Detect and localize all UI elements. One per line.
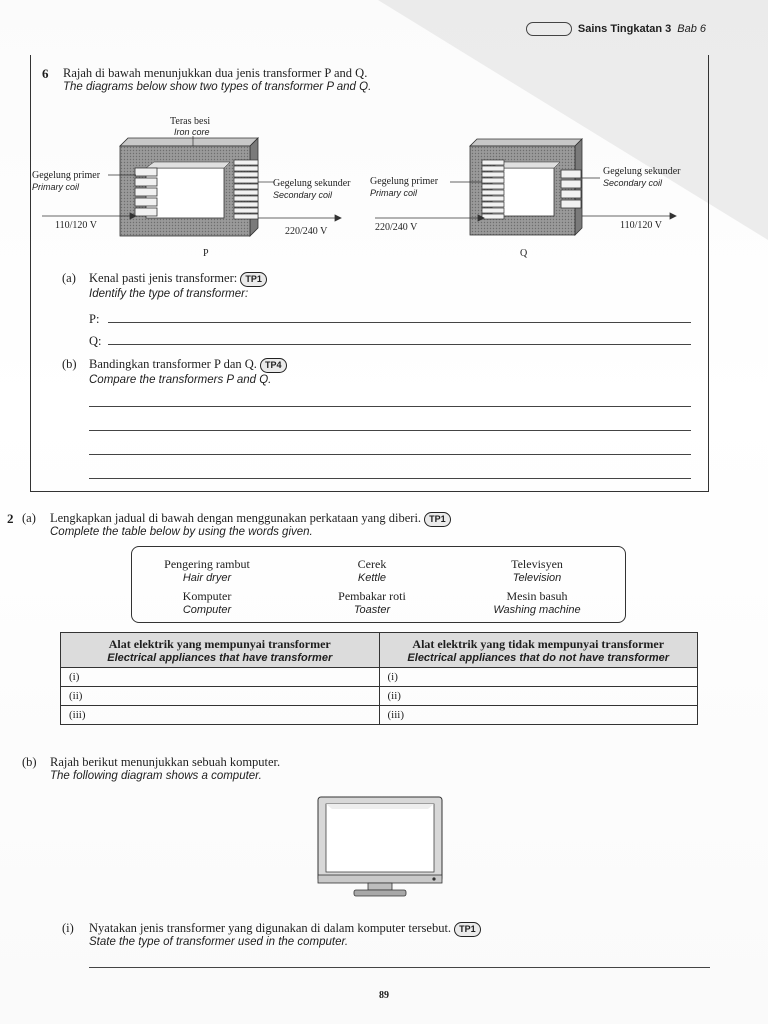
q6a-q-answer-line[interactable] bbox=[108, 344, 691, 345]
header-col1-ms: Alat elektrik yang mempunyai transformer bbox=[108, 636, 331, 651]
word-en: Kettle bbox=[357, 572, 387, 584]
p-secondary-coil-label-ms: Gegelung sekunder bbox=[273, 178, 351, 189]
table-cell-answer[interactable]: (ii) bbox=[379, 687, 698, 706]
computer-monitor-diagram bbox=[310, 795, 450, 903]
q6b-answer-line-3[interactable] bbox=[89, 454, 691, 455]
q-output-voltage: 110/120 V bbox=[620, 220, 662, 231]
q6a-q-label: Q: bbox=[89, 334, 102, 348]
word-bank bbox=[131, 546, 626, 623]
page-number: 89 bbox=[379, 990, 389, 1001]
question-2-number: 2 bbox=[7, 511, 14, 526]
q6b-text-en: Compare the transformers P and Q. bbox=[89, 374, 272, 386]
q6a-text-en: Identify the type of transformer: bbox=[89, 288, 249, 300]
table-cell-answer[interactable]: (iii) bbox=[61, 706, 380, 725]
q6a-letter: (a) bbox=[62, 271, 76, 285]
publisher-logo-icon bbox=[526, 22, 572, 36]
q-secondary-coil-label-ms: Gegelung sekunder bbox=[603, 166, 681, 177]
q6a-p-answer-line[interactable] bbox=[108, 322, 691, 323]
q6a-p-label: P: bbox=[89, 312, 100, 326]
tp1-badge-q2bi: TP1 bbox=[454, 922, 481, 937]
word-ms: Komputer bbox=[182, 589, 232, 603]
q6a-text-ms bbox=[89, 271, 267, 287]
q2bi-text-ms-content: Nyatakan jenis transformer yang digunakan di dalam komputer tersebut. bbox=[89, 921, 452, 935]
q2a-text-ms-content: Lengkapkan jadual di bawah dengan menggunakan perkataan yang diberi. bbox=[50, 511, 422, 525]
word-ms: Mesin basuh bbox=[506, 589, 568, 603]
p-primary-coil-label-en: Primary coil bbox=[32, 182, 80, 192]
table-cell-answer[interactable]: (i) bbox=[61, 668, 380, 687]
appliances-table bbox=[60, 632, 698, 725]
q6b-answer-line-4[interactable] bbox=[89, 478, 691, 479]
q2b-text-ms: Rajah berikut menunjukkan sebuah komputer. bbox=[50, 755, 281, 769]
q2b-letter: (b) bbox=[22, 755, 37, 769]
p-input-voltage: 110/120 V bbox=[55, 220, 97, 231]
tp1-badge: TP1 bbox=[240, 272, 267, 287]
header-col2-ms: Alat elektrik yang tidak mempunyai transformer bbox=[412, 636, 665, 651]
word-item bbox=[132, 589, 282, 616]
q-secondary-coil-label-en: Secondary coil bbox=[603, 178, 663, 188]
q2bi-text-ms bbox=[89, 921, 481, 937]
q2bi-roman: (i) bbox=[62, 921, 74, 935]
word-en: Television bbox=[512, 572, 562, 584]
header-chapter: Bab 6 bbox=[677, 23, 706, 35]
word-ms: Cerek bbox=[357, 557, 387, 571]
word-ms: Pembakar roti bbox=[338, 589, 406, 603]
question-6-stem-en: The diagrams below show two types of transformer P and Q. bbox=[63, 81, 372, 93]
q2bi-text-en: State the type of transformer used in the computer. bbox=[89, 936, 349, 948]
table-row bbox=[61, 668, 698, 687]
word-ms: Pengering rambut bbox=[164, 557, 250, 571]
q2a-letter: (a) bbox=[22, 511, 36, 525]
q6b-text-ms-content: Bandingkan transformer P dan Q. bbox=[89, 357, 257, 371]
table-cell-answer[interactable]: (ii) bbox=[61, 687, 380, 706]
q6b-answer-line-2[interactable] bbox=[89, 430, 691, 431]
q-primary-coil-label-en: Primary coil bbox=[370, 188, 418, 198]
question-6-number: 6 bbox=[42, 66, 49, 81]
p-output-voltage: 220/240 V bbox=[285, 226, 328, 237]
word-en: Toaster bbox=[353, 604, 391, 616]
table-row bbox=[61, 687, 698, 706]
word-en: Washing machine bbox=[493, 604, 581, 616]
q-primary-coil-label-ms: Gegelung primer bbox=[370, 176, 439, 187]
table-cell-answer[interactable]: (i) bbox=[379, 668, 698, 687]
word-item bbox=[462, 557, 612, 584]
table-row bbox=[61, 706, 698, 725]
tp1-badge-q2a: TP1 bbox=[424, 512, 451, 527]
q6b-letter: (b) bbox=[62, 357, 77, 371]
q6a-text-ms-content: Kenal pasti jenis transformer: bbox=[89, 271, 238, 285]
word-en: Computer bbox=[182, 604, 232, 616]
iron-core-label-en: Iron core bbox=[174, 127, 210, 137]
tp4-badge: TP4 bbox=[260, 358, 287, 373]
q6b-answer-line-1[interactable] bbox=[89, 406, 691, 407]
running-header bbox=[526, 22, 706, 36]
transformer-p-label: P bbox=[203, 248, 209, 259]
q2bi-answer-line[interactable] bbox=[89, 967, 710, 968]
word-ms: Televisyen bbox=[511, 557, 563, 571]
transformer-p-primary-coil bbox=[135, 168, 157, 216]
word-item bbox=[132, 557, 282, 584]
p-secondary-coil-label-en: Secondary coil bbox=[273, 190, 333, 200]
word-item bbox=[297, 589, 447, 616]
iron-core-label-ms: Teras besi bbox=[170, 116, 211, 127]
q2a-text-en: Complete the table below by using the words given. bbox=[50, 526, 313, 538]
transformer-q-label: Q bbox=[520, 248, 528, 259]
q-input-voltage: 220/240 V bbox=[375, 222, 418, 233]
table-header-col1 bbox=[61, 633, 380, 668]
header-col1-en: Electrical appliances that have transformer bbox=[107, 651, 333, 664]
question-6-stem-ms: Rajah di bawah menunjukkan dua jenis transformer P and Q. bbox=[63, 66, 368, 80]
q2b-text-en: The following diagram shows a computer. bbox=[50, 770, 262, 782]
word-en: Hair dryer bbox=[182, 572, 232, 584]
p-primary-coil-label-ms: Gegelung primer bbox=[32, 170, 101, 181]
table-cell-answer[interactable]: (iii) bbox=[379, 706, 698, 725]
header-col2-en: Electrical appliances that do not have transformer bbox=[407, 651, 670, 664]
word-item bbox=[462, 589, 612, 616]
header-subject: Sains Tingkatan 3 bbox=[577, 23, 672, 35]
q2a-text-ms bbox=[50, 511, 451, 527]
word-item bbox=[297, 557, 447, 584]
q6b-text-ms bbox=[89, 357, 287, 373]
table-header-col2 bbox=[379, 633, 698, 668]
